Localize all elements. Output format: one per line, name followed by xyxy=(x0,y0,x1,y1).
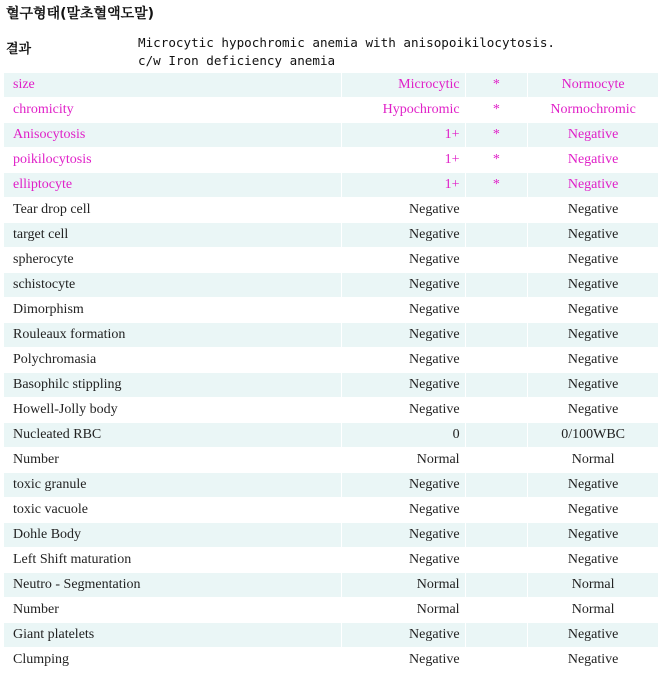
reference-cell: Negative xyxy=(528,173,659,198)
reference-cell: Negative xyxy=(528,498,659,523)
table-row xyxy=(4,598,659,623)
flag-cell: * xyxy=(466,73,529,98)
result-cell: Negative xyxy=(342,373,466,398)
morphology-table xyxy=(4,73,659,673)
flag-cell: * xyxy=(466,123,529,148)
test-name-cell: Dimorphism xyxy=(4,298,342,323)
reference-cell: Negative xyxy=(528,298,659,323)
flag-cell xyxy=(466,248,529,273)
test-name-cell: Neutro - Segmentation xyxy=(4,573,342,598)
flag-cell xyxy=(466,623,529,648)
page-title: 혈구형태(말초혈액도말) xyxy=(6,6,155,22)
test-name-cell: Giant platelets xyxy=(4,623,342,648)
test-name-cell: Howell-Jolly body xyxy=(4,398,342,423)
test-name-cell: target cell xyxy=(4,223,342,248)
reference-cell: Normal xyxy=(528,598,659,623)
result-cell: Negative xyxy=(342,498,466,523)
table-row xyxy=(4,73,659,98)
reference-cell: Normocyte xyxy=(528,73,659,98)
table-row xyxy=(4,398,659,423)
result-cell: Hypochromic xyxy=(342,98,466,123)
test-name-cell: size xyxy=(4,73,342,98)
result-cell: 0 xyxy=(342,423,466,448)
test-name-cell: Nucleated RBC xyxy=(4,423,342,448)
flag-cell: * xyxy=(466,148,529,173)
reference-cell: Negative xyxy=(528,198,659,223)
reference-cell: Negative xyxy=(528,623,659,648)
table-row xyxy=(4,448,659,473)
test-name-cell: Dohle Body xyxy=(4,523,342,548)
result-cell: Negative xyxy=(342,273,466,298)
flag-cell xyxy=(466,398,529,423)
flag-cell xyxy=(466,423,529,448)
result-cell: Negative xyxy=(342,323,466,348)
flag-cell xyxy=(466,598,529,623)
flag-cell xyxy=(466,548,529,573)
flag-cell xyxy=(466,323,529,348)
flag-cell xyxy=(466,198,529,223)
test-name-cell: Polychromasia xyxy=(4,348,342,373)
flag-cell xyxy=(466,373,529,398)
result-cell: Negative xyxy=(342,623,466,648)
flag-cell: * xyxy=(466,173,529,198)
reference-cell: Negative xyxy=(528,123,659,148)
result-label: 결과 xyxy=(6,42,32,57)
result-cell: 1+ xyxy=(342,173,466,198)
table-row xyxy=(4,373,659,398)
flag-cell xyxy=(466,448,529,473)
table-row xyxy=(4,473,659,498)
reference-cell: Negative xyxy=(528,398,659,423)
result-cell: Negative xyxy=(342,248,466,273)
table-row xyxy=(4,198,659,223)
test-name-cell: Number xyxy=(4,598,342,623)
result-cell: Negative xyxy=(342,223,466,248)
table-row xyxy=(4,323,659,348)
result-cell: Negative xyxy=(342,523,466,548)
table-row xyxy=(4,123,659,148)
test-name-cell: poikilocytosis xyxy=(4,148,342,173)
result-cell: Negative xyxy=(342,473,466,498)
reference-cell: Normal xyxy=(528,448,659,473)
result-cell: Normal xyxy=(342,598,466,623)
flag-cell xyxy=(466,648,529,673)
table-row xyxy=(4,623,659,648)
result-cell: Negative xyxy=(342,298,466,323)
test-name-cell: spherocyte xyxy=(4,248,342,273)
reference-cell: Negative xyxy=(528,648,659,673)
test-name-cell: Left Shift maturation xyxy=(4,548,342,573)
result-comment xyxy=(138,34,555,70)
table-row xyxy=(4,348,659,373)
reference-cell: Normal xyxy=(528,573,659,598)
test-name-cell: Rouleaux formation xyxy=(4,323,342,348)
reference-cell: Negative xyxy=(528,223,659,248)
reference-cell: Negative xyxy=(528,248,659,273)
test-name-cell: toxic vacuole xyxy=(4,498,342,523)
result-cell: Microcytic xyxy=(342,73,466,98)
table-row xyxy=(4,648,659,673)
test-name-cell: elliptocyte xyxy=(4,173,342,198)
reference-cell: Negative xyxy=(528,373,659,398)
test-name-cell: Anisocytosis xyxy=(4,123,342,148)
flag-cell xyxy=(466,348,529,373)
reference-cell: Negative xyxy=(528,323,659,348)
table-row xyxy=(4,273,659,298)
result-cell: Negative xyxy=(342,548,466,573)
result-cell: Negative xyxy=(342,198,466,223)
reference-cell: Negative xyxy=(528,548,659,573)
flag-cell xyxy=(466,498,529,523)
flag-cell xyxy=(466,473,529,498)
flag-cell xyxy=(466,298,529,323)
test-name-cell: Basophilc stippling xyxy=(4,373,342,398)
test-name-cell: Tear drop cell xyxy=(4,198,342,223)
test-name-cell: chromicity xyxy=(4,98,342,123)
reference-cell: Normochromic xyxy=(528,98,659,123)
table-row xyxy=(4,498,659,523)
test-name-cell: Clumping xyxy=(4,648,342,673)
test-name-cell: schistocyte xyxy=(4,273,342,298)
table-row xyxy=(4,573,659,598)
table-row xyxy=(4,548,659,573)
flag-cell xyxy=(466,223,529,248)
result-line: Microcytic hypochromic anemia with anisopoikilocytosis. xyxy=(138,35,556,50)
table-row xyxy=(4,523,659,548)
table-row xyxy=(4,423,659,448)
result-cell: Normal xyxy=(342,573,466,598)
result-line: c/w Iron deficiency anemia xyxy=(138,53,336,68)
flag-cell xyxy=(466,523,529,548)
reference-cell: Negative xyxy=(528,348,659,373)
table-row xyxy=(4,148,659,173)
test-name-cell: toxic granule xyxy=(4,473,342,498)
result-cell: Negative xyxy=(342,648,466,673)
reference-cell: Negative xyxy=(528,473,659,498)
test-name-cell: Number xyxy=(4,448,342,473)
table-row xyxy=(4,298,659,323)
table-row xyxy=(4,98,659,123)
result-cell: Normal xyxy=(342,448,466,473)
result-cell: 1+ xyxy=(342,148,466,173)
flag-cell: * xyxy=(466,98,529,123)
result-cell: 1+ xyxy=(342,123,466,148)
table-row xyxy=(4,248,659,273)
table-row xyxy=(4,223,659,248)
reference-cell: Negative xyxy=(528,273,659,298)
flag-cell xyxy=(466,273,529,298)
table-row xyxy=(4,173,659,198)
result-cell: Negative xyxy=(342,348,466,373)
reference-cell: Negative xyxy=(528,148,659,173)
flag-cell xyxy=(466,573,529,598)
reference-cell: Negative xyxy=(528,523,659,548)
reference-cell: 0/100WBC xyxy=(528,423,659,448)
result-cell: Negative xyxy=(342,398,466,423)
